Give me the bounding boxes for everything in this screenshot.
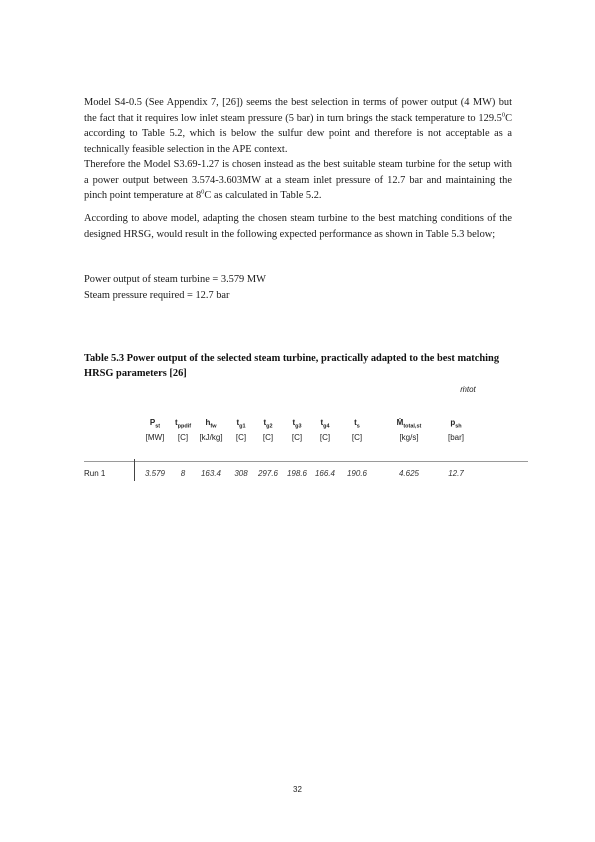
table-caption: Table 5.3 Power output of the selected steam turbine, practically adapted to the best matching HRSG parameters [26] <box>84 353 500 379</box>
table-cell-value: 3.579 <box>144 469 166 478</box>
header-unit: [MW] <box>145 433 165 442</box>
header-unit: [C] <box>235 433 247 442</box>
paragraph-model-s3: Therefore the Model S3.69-1.27 is chosen instead as the best suitable steam turbine for the setup with a power output between 3.574-3.603MW at a steam inlet pressure of 12.7 bar and maintaining the pinch point temperature at $8^0C$ as calculated in Table 5.2. <box>84 159 512 202</box>
mtot-label: ṁtot <box>460 385 476 394</box>
table-cell-value: 163.4 <box>200 469 222 478</box>
table-cell-value: 190.6 <box>346 469 368 478</box>
header-unit: [C] <box>291 433 303 442</box>
header-symbol-t-ppdif: $t_{ppdif}$ <box>174 418 192 430</box>
header-symbol-t-s: $t_s$ <box>354 418 360 430</box>
row-separator <box>134 459 135 481</box>
row-label: Run 1 <box>84 469 106 478</box>
header-unit: [bar] <box>447 433 465 442</box>
table-cell-value: 166.4 <box>314 469 336 478</box>
table-cell-value: 8 <box>180 469 186 478</box>
header-symbol-t-g1: $t_{g1}$ <box>236 418 246 430</box>
table-cell-value: 297.6 <box>257 469 279 478</box>
table-divider <box>84 461 528 462</box>
header-symbol-h-fw: $h_{fw}$ <box>205 418 217 430</box>
header-unit: [C] <box>351 433 363 442</box>
header-unit: [C] <box>177 433 189 442</box>
power-output-line: Power output of steam turbine = 3.579 MW <box>84 274 266 285</box>
header-symbol-p-st: $P_{st}$ <box>149 418 161 430</box>
header-symbol-p-sh: $p_{sh}$ <box>450 418 462 430</box>
header-symbol-t-g4: $t_{g4}$ <box>320 418 330 430</box>
page-number: 32 <box>293 785 302 794</box>
header-symbol-ṁ-totalst: Ṁ$_{total,st}$ <box>396 418 422 430</box>
paragraph-according: According to above model, adapting the chosen steam turbine to the best matching conditions of the designed HRSG, would result in the following expected performance as shown in Table 5.3 below; <box>84 213 512 240</box>
table-cell-value: 4.625 <box>398 469 420 478</box>
header-symbol-t-g2: $t_{g2}$ <box>263 418 273 430</box>
table-cell-value: 308 <box>234 469 248 478</box>
steam-pressure-line: Steam pressure required = 12.7 bar <box>84 290 230 301</box>
paragraph-model-s4: Model S4-0.5 (See Appendix 7, [26]) seems the best selection in terms of power output (4 MW) but the fact that it requires low inlet steam pressure (5 bar) in turn brings the stack temperature to 129.5$^0$C according to Table 5.2, which is below the sulfur dew point and therefore is not acceptable as a technically feasible selection in the APE context. <box>84 97 512 155</box>
table-cell-value: 12.7 <box>448 469 464 478</box>
header-unit: [C] <box>262 433 274 442</box>
header-unit: [kg/s] <box>399 433 419 442</box>
header-symbol-t-g3: $t_{g3}$ <box>292 418 302 430</box>
header-unit: [kJ/kg] <box>199 433 223 442</box>
table-cell-value: 198.6 <box>286 469 308 478</box>
header-unit: [C] <box>319 433 331 442</box>
